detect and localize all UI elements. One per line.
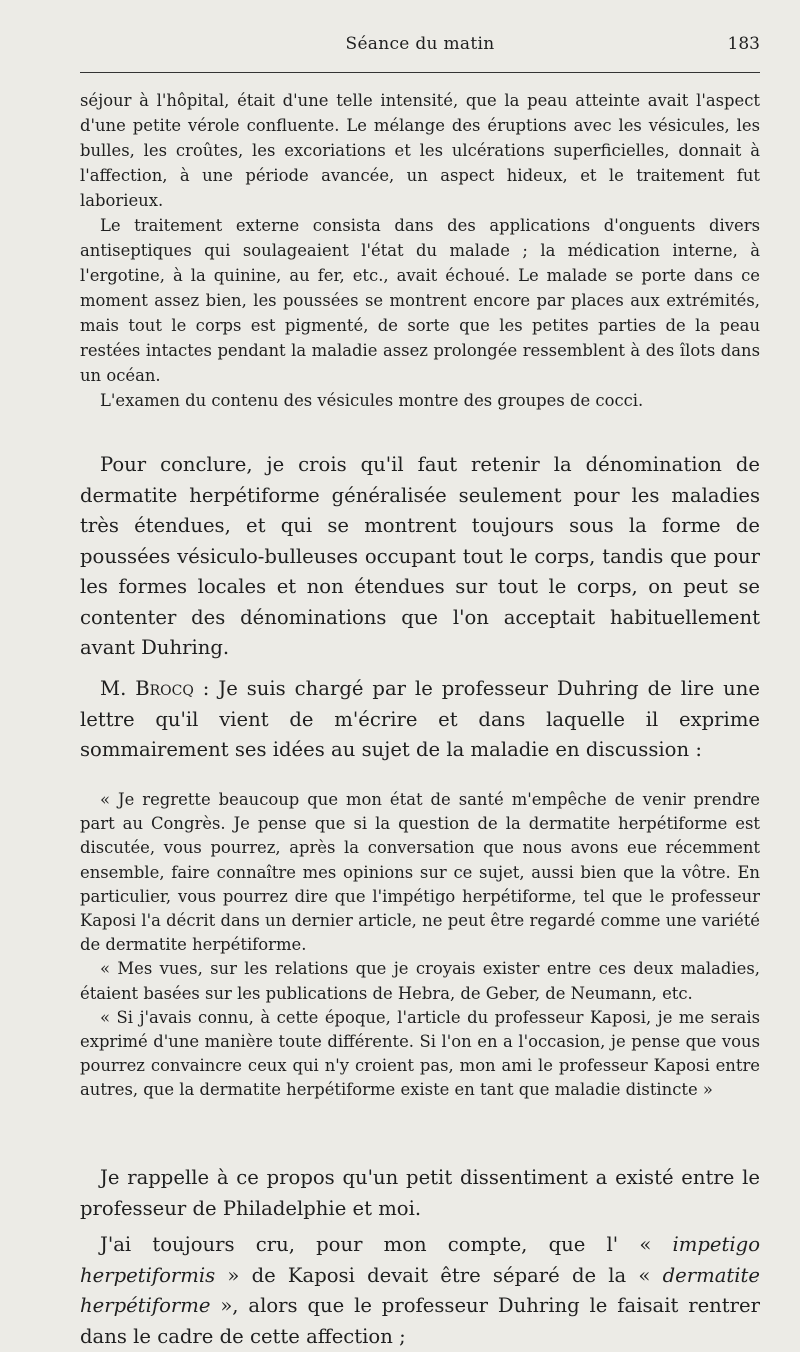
closing-section xyxy=(80,1163,760,1352)
page-header xyxy=(80,34,760,62)
kaposi-text-c: », alors que le professeur Duhring le faisait rentrer dans le cadre de cette affection ; xyxy=(80,1294,760,1348)
paragraph-examination: L'examen du contenu des vésicules montre des groupes de cocci. xyxy=(100,391,644,410)
speaker-name: M. Brocq xyxy=(100,677,194,700)
case-report-section xyxy=(80,88,760,413)
paragraph-brocq-intro xyxy=(80,674,760,766)
duhring-letter xyxy=(80,788,760,1103)
term-dermatite: dermatite herpétiforme xyxy=(80,1263,760,1317)
speaker-text: : Je suis chargé par le professeur Duhring de lire une lettre qu'il vient de m'écrire et dans laquelle il exprime sommairement ses idées au sujet de la maladie en discussion : xyxy=(80,677,760,761)
running-title: Séance du matin xyxy=(345,34,495,54)
kaposi-text-a: J'ai toujours cru, pour mon compte, que l' « xyxy=(100,1233,673,1256)
brocq-intro xyxy=(80,674,760,766)
paragraph-conclusion: Pour conclure, je crois qu'il faut retenir la dénomination de dermatite herpétiforme généralisée seulement pour les maladies très étendues, et qui se montrent toujours sous la forme de poussées vésiculo-bulleuses occupant tout le corps, tandis que pour les formes locales et non étendues sur tout le corps, on peut se contenter des dénominations que l'on acceptait habituellement avant Duhring. xyxy=(80,453,760,659)
kaposi-text-b: » de Kaposi devait être séparé de la « xyxy=(215,1263,663,1287)
letter-paragraph-1: « Je regrette beaucoup que mon état de santé m'empêche de venir prendre part au Congrès. Je pense que si la question de la dermatite herpétiforme est discutée, vous pourrez, après la conversation que nous avons eue récemment ensemble, faire connaître mes opinions sur ce sujet, aussi bien que la vôtre. En particulier, vous pourrez dire que l'impétigo herpétiforme, tel que le professeur Kaposi l'a décrit dans un dernier article, ne peut être regardé comme une variété de dermatite herpétiforme. xyxy=(80,790,760,955)
page-number: 183 xyxy=(727,34,760,54)
header-rule xyxy=(80,72,760,73)
paragraph-dissent: Je rappelle à ce propos qu'un petit dissentiment a existé entre le professeur de Philadelphie et moi. xyxy=(80,1166,760,1220)
letter-paragraph-2: « Mes vues, sur les relations que je croyais exister entre ces deux maladies, étaient basées sur les publications de Hebra, de Geber, de Neumann, etc. xyxy=(80,959,760,1003)
paragraph-kaposi xyxy=(80,1230,760,1352)
letter-paragraph-3: « Si j'avais connu, à cette époque, l'article du professeur Kaposi, je me serais exprimé d'une manière toute différente. Si l'on en a l'occasion, je pense que vous pourrez convaincre ceux qui n'y croient pas, mon ami le professeur Kaposi entre autres, que la dermatite herpétiforme existe en tant que maladie distincte » xyxy=(80,1007,760,1100)
paragraph-skin-lesions: séjour à l'hôpital, était d'une telle intensité, que la peau atteinte avait l'aspect d'une petite vérole confluente. Le mélange des éruptions avec les vésicules, les bulles, les croûtes, les excoriations et les ulcérations superficielles, donnait à l'affection, à une période avancée, un aspect hideux, et le traitement fut laborieux. xyxy=(80,91,760,210)
conclusion-section xyxy=(80,450,760,664)
term-impetigo: impetigo herpetiformis xyxy=(80,1233,760,1287)
paragraph-treatment: Le traitement externe consista dans des applications d'onguents divers antiseptiques qui soulageaient l'état du malade ; la médication interne, à l'ergotine, à la quinine, au fer, etc., avait échoué. Le malade se porte dans ce moment assez bien, les poussées se montrent encore par places aux extrémités, mais tout le corps est pigmenté, de sorte que les petites parties de la peau restées intactes pendant la maladie assez prolongée ressemblent à des îlots dans un océan. xyxy=(80,216,760,385)
